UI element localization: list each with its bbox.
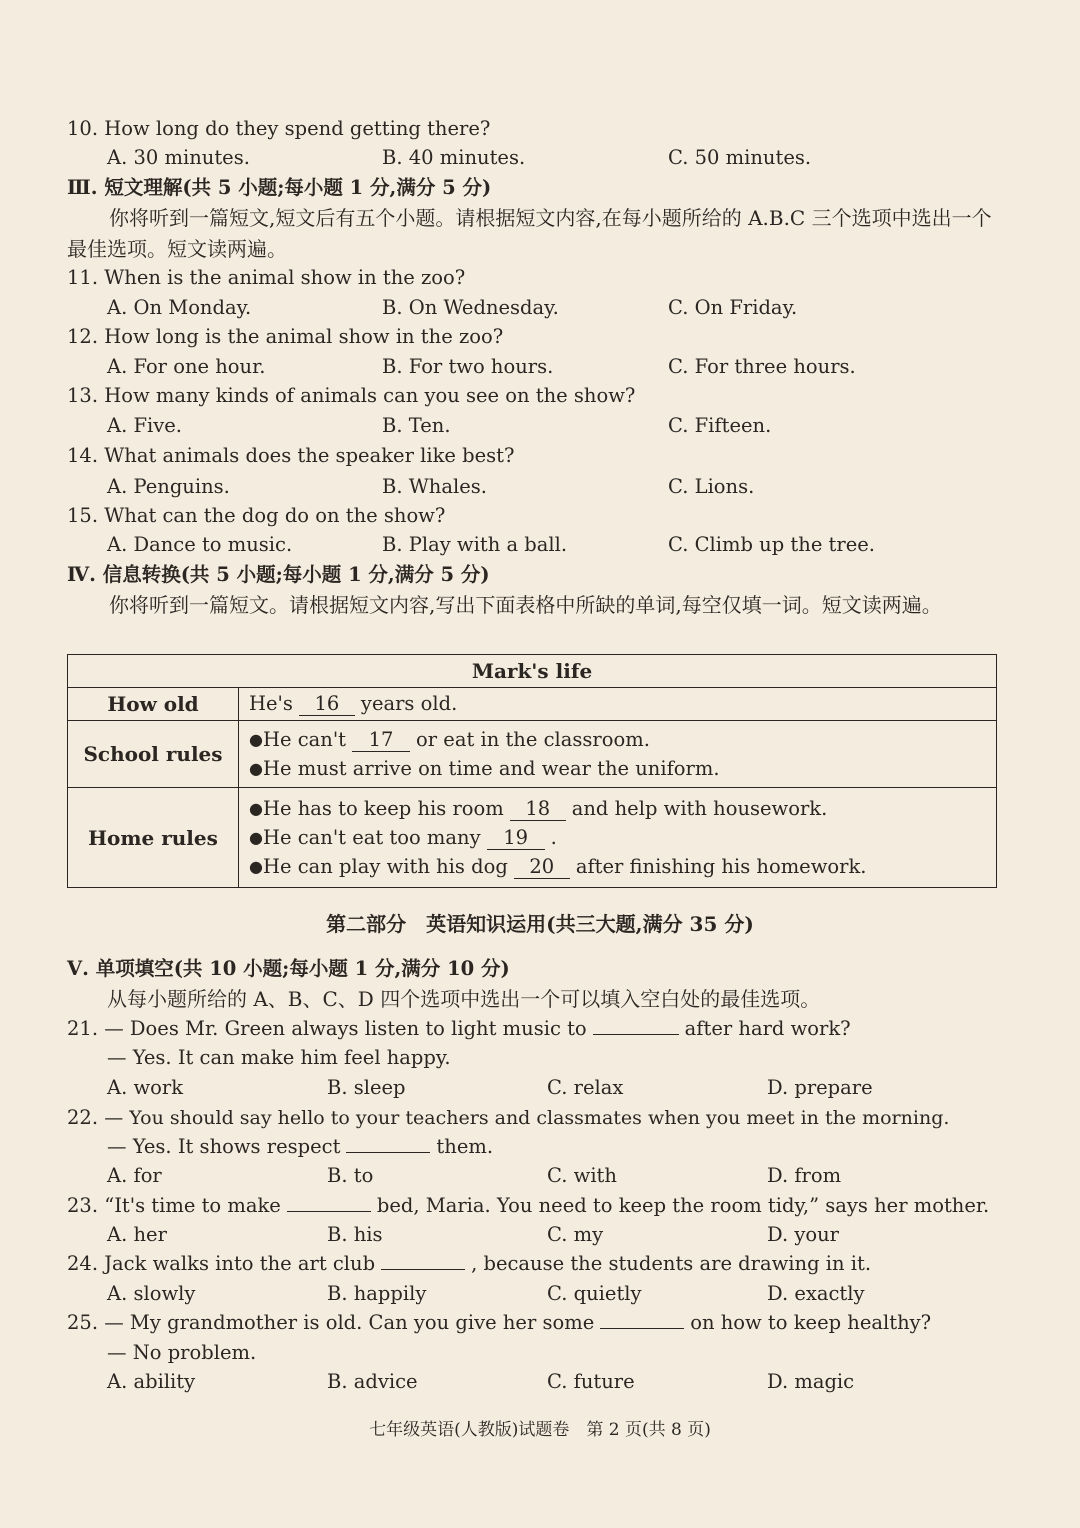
option-d: D. prepare	[767, 1076, 873, 1099]
table-row	[68, 788, 997, 888]
blank-20: 20	[514, 856, 570, 879]
option-a: A. Penguins.	[107, 475, 230, 498]
question-25	[67, 1311, 931, 1335]
option-c: C. Fifteen.	[668, 414, 772, 437]
text: He's	[249, 692, 293, 715]
question-text: What animals does the speaker like best?	[104, 444, 515, 467]
question-number: 11.	[67, 266, 99, 289]
option-c: C. quietly	[547, 1282, 642, 1305]
option-b: B. his	[327, 1223, 383, 1246]
section-5-heading: Ⅴ. 单项填空(共 10 小题;每小题 1 分,满分 10 分)	[67, 957, 510, 980]
question-number: 14.	[67, 444, 99, 467]
question-number: 21.	[67, 1017, 99, 1040]
option-b: B. to	[327, 1164, 374, 1187]
row-label: Home rules	[68, 788, 239, 888]
row-label: School rules	[68, 721, 239, 788]
question-23	[67, 1194, 989, 1218]
option-a: A. slowly	[107, 1282, 196, 1305]
option-a: A. her	[107, 1223, 167, 1246]
question-text: How long do they spend getting there?	[104, 117, 491, 140]
option-d: D. your	[767, 1223, 839, 1246]
section-4-instruction	[67, 590, 997, 621]
question-text: What can the dog do on the show?	[104, 504, 446, 527]
text: He has to keep his room	[262, 797, 504, 820]
option-a: A. For one hour.	[107, 355, 266, 378]
question-15	[67, 504, 445, 528]
bullet-icon: ●	[249, 799, 263, 818]
question-22	[67, 1106, 949, 1130]
question-text: — You should say hello to your teachers and classmates when you meet in the morning.	[104, 1107, 950, 1129]
text: He can't eat too many	[262, 826, 481, 849]
text: He must arrive on time and wear the uniform.	[262, 757, 720, 780]
question-text: When is the animal show in the zoo?	[104, 266, 466, 289]
option-c: C. with	[547, 1164, 617, 1187]
question-22-reply	[107, 1135, 493, 1159]
question-14	[67, 444, 514, 468]
marks-life-table	[67, 654, 997, 888]
question-number: 24.	[67, 1252, 99, 1275]
question-number: 22.	[67, 1106, 99, 1129]
option-d: D. magic	[767, 1370, 855, 1393]
bullet-icon: ●	[249, 828, 263, 847]
blank-18: 18	[510, 798, 566, 821]
option-b: B. sleep	[327, 1076, 406, 1099]
answer-blank	[346, 1152, 430, 1153]
instruction-text: 你将听到一篇短文。请根据短文内容,写出下面表格中所缺的单词,每空仅填一词。短文读两遍。	[109, 593, 942, 617]
option-b: B. Whales.	[382, 475, 487, 498]
question-21	[67, 1017, 851, 1041]
option-b: B. Play with a ball.	[382, 533, 568, 556]
text: .	[550, 826, 557, 849]
table-title: Mark's life	[68, 655, 997, 688]
option-c: C. my	[547, 1223, 604, 1246]
option-d: D. from	[767, 1164, 842, 1187]
text: He can play with his dog	[262, 855, 508, 878]
question-text: How many kinds of animals can you see on the show?	[104, 384, 636, 407]
question-11	[67, 266, 465, 290]
option-a: A. ability	[107, 1370, 196, 1393]
row-content	[239, 721, 997, 788]
bullet-icon: ●	[249, 759, 263, 778]
answer-blank	[287, 1211, 371, 1212]
question-text: Jack walks into the art club	[104, 1252, 376, 1275]
instruction-text: 你将听到一篇短文,短文后有五个小题。请根据短文内容,在每小题所给的 A.B.C 三个选项中选出一个最佳选项。短文读两遍。	[67, 206, 992, 261]
table-row	[68, 688, 997, 721]
page-footer: 七年级英语(人教版)试题卷 第 2 页(共 8 页)	[369, 1420, 711, 1440]
question-text: — My grandmother is old. Can you give her some	[104, 1311, 595, 1334]
option-b: B. advice	[327, 1370, 418, 1393]
section-4-heading: Ⅳ. 信息转换(共 5 小题;每小题 1 分,满分 5 分)	[67, 563, 490, 586]
row-content	[239, 688, 997, 721]
row-label: How old	[68, 688, 239, 721]
question-number: 12.	[67, 325, 99, 348]
option-a: A. work	[107, 1076, 184, 1099]
question-text: How long is the animal show in the zoo?	[104, 325, 504, 348]
question-text: bed, Maria. You need to keep the room tidy,” says her mother.	[376, 1194, 990, 1217]
question-text: — Does Mr. Green always listen to light music to	[104, 1017, 587, 1040]
option-a: A. On Monday.	[107, 296, 252, 319]
option-a: A. Dance to music.	[107, 533, 293, 556]
question-21-reply: — Yes. It can make him feel happy.	[107, 1046, 451, 1069]
question-text: , because the students are drawing in it.	[471, 1252, 872, 1275]
section-3-instruction	[67, 203, 997, 265]
option-c: C. relax	[547, 1076, 624, 1099]
option-c: C. 50 minutes.	[668, 146, 812, 169]
bullet-icon: ●	[249, 730, 263, 749]
section-5-instruction: 从每小题所给的 A、B、C、D 四个选项中选出一个可以填入空白处的最佳选项。	[107, 987, 821, 1011]
question-10	[67, 117, 490, 141]
option-b: B. On Wednesday.	[382, 296, 559, 319]
option-c: C. Climb up the tree.	[668, 533, 875, 556]
table-row	[68, 721, 997, 788]
question-12	[67, 325, 503, 349]
question-text: after hard work?	[684, 1017, 851, 1040]
blank-17: 17	[352, 729, 410, 752]
question-text: them.	[436, 1135, 494, 1158]
question-text: — Yes. It shows respect	[107, 1135, 341, 1158]
bullet-icon: ●	[249, 857, 263, 876]
blank-16: 16	[299, 693, 355, 716]
answer-blank	[381, 1269, 465, 1270]
question-number: 15.	[67, 504, 99, 527]
option-b: B. happily	[327, 1282, 427, 1305]
text: after finishing his homework.	[575, 855, 867, 878]
option-d: D. exactly	[767, 1282, 865, 1305]
question-13	[67, 384, 635, 408]
option-c: C. future	[547, 1370, 635, 1393]
text: years old.	[360, 692, 458, 715]
text: He can't	[262, 728, 347, 751]
answer-blank	[593, 1034, 679, 1035]
option-b: B. Ten.	[382, 414, 451, 437]
part-2-heading: 第二部分 英语知识运用(共三大题,满分 35 分)	[326, 912, 754, 936]
row-content	[239, 788, 997, 888]
option-c: C. For three hours.	[668, 355, 856, 378]
text: and help with housework.	[571, 797, 828, 820]
question-number: 13.	[67, 384, 99, 407]
option-a: A. 30 minutes.	[107, 146, 250, 169]
question-text: “It's time to make	[104, 1194, 281, 1217]
option-c: C. Lions.	[668, 475, 755, 498]
question-25-reply: — No problem.	[107, 1341, 257, 1364]
question-number: 23.	[67, 1194, 99, 1217]
section-3-heading: Ⅲ. 短文理解(共 5 小题;每小题 1 分,满分 5 分)	[67, 176, 492, 199]
answer-blank	[600, 1328, 684, 1329]
option-a: A. for	[107, 1164, 162, 1187]
text: or eat in the classroom.	[416, 728, 650, 751]
question-number: 10.	[67, 117, 99, 140]
option-c: C. On Friday.	[668, 296, 798, 319]
blank-19: 19	[487, 827, 545, 850]
question-24	[67, 1252, 871, 1276]
option-a: A. Five.	[107, 414, 183, 437]
question-number: 25.	[67, 1311, 99, 1334]
option-b: B. For two hours.	[382, 355, 554, 378]
option-b: B. 40 minutes.	[382, 146, 526, 169]
question-text: on how to keep healthy?	[690, 1311, 932, 1334]
